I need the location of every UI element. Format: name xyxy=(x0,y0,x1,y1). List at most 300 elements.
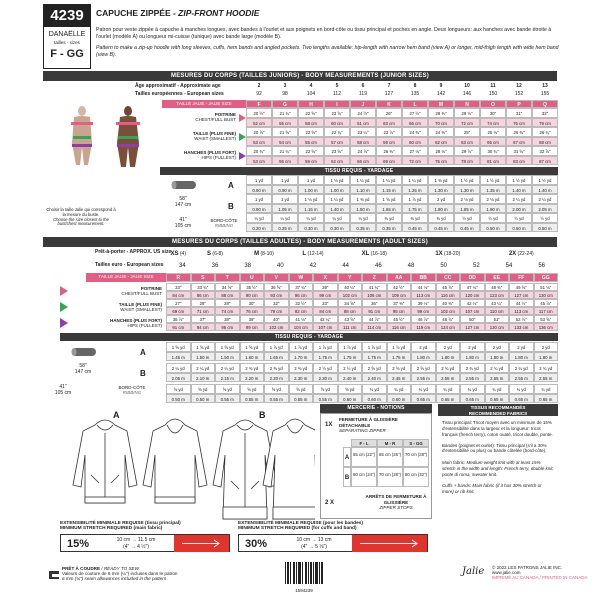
jr-yard-cell: ¼ yd xyxy=(272,213,298,223)
ad-yard-m-cell: 0.65 m xyxy=(436,394,461,403)
size-note xyxy=(45,208,117,227)
illus-label-a: A xyxy=(113,410,120,420)
ad-in-cell: 43 ¼" xyxy=(485,299,510,307)
jr-in-cell: 22 ¾" xyxy=(324,127,350,137)
jr-row-label-en: WAIST (SMALLEST) xyxy=(194,136,236,142)
jr-cm-cell: 54 cm xyxy=(272,137,298,146)
ad-yard-m-cell: 2.05 m xyxy=(166,373,191,382)
jr-yard-m-cell: 0.20 m xyxy=(246,223,272,232)
jr-yard-m-cell: 0.90 m xyxy=(246,185,272,194)
stretch-main-pct: 15% xyxy=(67,538,90,550)
ad-yard-m-cell: 1.80 m xyxy=(460,352,485,361)
juniors-rib-width xyxy=(168,218,198,229)
ad-yard-cell: 2 yd xyxy=(485,342,510,352)
juniors-letters-label: TAILLE JALIE - JALIE SIZE xyxy=(162,100,246,108)
jr-cm-cell: 75 cm xyxy=(428,156,454,165)
zip-col-header: S - GG xyxy=(403,439,429,447)
adults-rtw-row xyxy=(166,248,558,260)
jr-cm-cell: 53 cm xyxy=(246,137,272,146)
jr-yard-m-cell: 0.45 m xyxy=(428,223,454,232)
jr-yard-cell: 1 yd xyxy=(272,175,298,185)
jr-yard-cell: 1 ½ yd xyxy=(506,175,532,185)
ad-yard-m-cell: 1.75 m xyxy=(338,352,363,361)
adults-rib-label xyxy=(112,386,152,396)
jr-euro-cell: 92 xyxy=(256,91,262,97)
jr-cm-cell: 76 cm xyxy=(506,118,532,127)
juniors-rib-label xyxy=(205,219,243,229)
jr-yard-m-cell: 1.05 m xyxy=(272,204,298,213)
ad-in-cell: 36 ⅝" xyxy=(264,283,289,291)
jr-yard-m-cell: 1.80 m xyxy=(428,204,454,213)
ad-cm-cell: 124 cm xyxy=(436,323,461,331)
jr-yard-m-cell: 1.35 m xyxy=(480,185,506,194)
ad-cm-cell: 99 cm xyxy=(411,307,436,315)
ad-in-cell: 48 ⅜" xyxy=(485,283,510,291)
jr-cm-cell: 61 cm xyxy=(350,118,376,127)
jr-cm-cell: 72 cm xyxy=(402,156,428,165)
jr-cm-cell: 53 cm xyxy=(246,156,272,165)
ad-yard-m-cell: 2.40 m xyxy=(338,373,363,382)
ad-letter-cell: W xyxy=(289,273,314,282)
ad-yard-m-cell: 2.55 m xyxy=(485,373,510,382)
ad-width-cm: 147 cm xyxy=(74,368,92,375)
ad-rib-in: 41" xyxy=(59,384,67,390)
jr-yard-m-cell: 0.50 m xyxy=(506,223,532,232)
jr-euro-cell: 98 xyxy=(282,91,288,97)
ad-cm-cell: 99 cm xyxy=(240,323,265,331)
ad-euro-cell: 48 xyxy=(407,263,415,269)
zip-title xyxy=(339,417,429,434)
ad-yard-m-cell: 2.20 m xyxy=(240,373,265,382)
ad-cm-cell: 76 cm xyxy=(240,307,265,315)
adults-rib-width xyxy=(48,385,78,396)
copyright-block xyxy=(492,566,588,581)
model-name: DANAËLLE xyxy=(48,31,86,38)
jr-cm-cell: 55 cm xyxy=(298,137,324,146)
ad-euro-cell: 34 xyxy=(178,263,186,269)
ad-yard-cell: ¾ yd xyxy=(509,384,534,394)
jr-yard-cell: 2 ⅛ yd xyxy=(480,194,506,204)
jr-euro-cell: 127 xyxy=(384,91,394,97)
s1-in: (4" → 4 ½") xyxy=(123,543,149,550)
ad-euro-cell: 54 xyxy=(505,263,513,269)
jr-yard-m-cell: 1.40 m xyxy=(324,204,350,213)
jr-in-cell: 23 ¼" xyxy=(350,127,376,137)
jr-yard-cell: ⅜ yd xyxy=(428,213,454,223)
jr-yard-cell: ½ yd xyxy=(532,213,558,223)
jr-cm-cell: 58 cm xyxy=(298,118,324,127)
ad-yard-cell: ¾ yd xyxy=(485,384,510,394)
ad-cm-cell: 130 cm xyxy=(534,291,559,299)
jr-in-cell: 30 ¾" xyxy=(480,146,506,156)
jr-cm-cell: 55 cm xyxy=(272,118,298,127)
ad-rib-cm: 105 cm xyxy=(54,389,72,396)
ad-rtw-sub: (18-20) xyxy=(442,251,461,257)
ad-in-cell: 38" xyxy=(215,315,240,323)
ad-rtw-label: M xyxy=(254,251,260,257)
ad-in-cell: 35 ½" xyxy=(240,283,265,291)
jr-yard-cell: 1 ¼ yd xyxy=(376,175,402,185)
zip-length-cell: 60 cm (24") xyxy=(351,467,377,487)
fabrics-bands-en: Cuffs + bands: Main fabric (if it has 30% stretch or more) or rib knit. xyxy=(442,482,542,494)
zip-col-header: M - R xyxy=(377,439,403,447)
ad-yard-cell: 2 ¾ yd xyxy=(436,363,461,373)
ad-yard-cell: ⅝ yd xyxy=(313,384,338,394)
adults-view-a: A xyxy=(140,348,146,357)
jr-euro-cell: 155 xyxy=(540,91,550,97)
jr-yard-cell: 1 ¼ yd xyxy=(324,194,350,204)
fabrics-title xyxy=(438,404,558,416)
ad-cm-cell: 82 cm xyxy=(289,307,314,315)
ad-letter-cell: Z xyxy=(362,273,387,282)
seam-en: 6 mm (¼") seam allowances included in the pattern xyxy=(62,576,167,582)
ad-cm-cell: 91 cm xyxy=(362,307,387,315)
jr-age-cell: 4 xyxy=(309,83,313,89)
ad-yard-m-cell: 1.80 m xyxy=(411,352,436,361)
jr-width-cm: 147 cm xyxy=(174,201,192,208)
jr-row-label-en: HIPS (FULLEST) xyxy=(201,155,236,161)
ad-letter-cell: CC xyxy=(436,273,461,282)
jr-row-label xyxy=(160,146,246,165)
ad-yard-m-cell: 1.80 m xyxy=(485,352,510,361)
jr-row-label-fr: POITRINE xyxy=(214,112,236,117)
juniors-fabric-icon xyxy=(170,178,198,190)
ad-in-cell: 34 ⅝" xyxy=(215,283,240,291)
jr-yard-m-cell: 1.15 m xyxy=(376,185,402,194)
ad-cm-cell: 130 cm xyxy=(485,323,510,331)
jr-age-cell: 3 xyxy=(283,83,287,89)
jr-cm-cell: 70 cm xyxy=(428,118,454,127)
jr-rib-cm: 105 cm xyxy=(174,222,192,229)
juniors-age-label: Âge approximatif - Approximate age xyxy=(135,83,221,89)
ad-euro-cell: 50 xyxy=(440,263,447,269)
jr-in-cell: 25 ⅛" xyxy=(480,127,506,137)
jr-row-marker-icon xyxy=(239,152,246,160)
ad-in-cell: 42 ⅛" xyxy=(460,299,485,307)
fabrics-box xyxy=(438,416,558,562)
ad-yard-m-cell: 0.55 m xyxy=(240,394,265,403)
stop-en: ZIPPER STOPS xyxy=(379,505,413,510)
jr-yard-cell: 1 yd xyxy=(272,194,298,204)
jr-in-cell: 32" xyxy=(532,108,558,118)
ad-yard-cell: 2 ⅜ yd xyxy=(289,363,314,373)
ad-cm-cell: 113 cm xyxy=(411,291,436,299)
barcode xyxy=(284,562,324,592)
size-note-fr: Choisir la taille Jalie qui correspond à la mesure du buste. xyxy=(46,207,116,217)
stretch-main-arrow-icon xyxy=(174,535,229,552)
ad-euro-cell: 40 xyxy=(276,263,284,269)
stretch-main-en: MINIMUM STRETCH REQUIRED (main fabric) xyxy=(60,526,163,532)
juniors-fabric-width xyxy=(168,197,198,208)
jr-yard-m-cell: 1.85 m xyxy=(454,204,480,213)
ad-letter-cell: X xyxy=(313,273,338,282)
ad-rtw-cell xyxy=(411,248,485,260)
ad-cm-cell: 119 cm xyxy=(411,323,436,331)
ad-yard-m-cell: 0.55 m xyxy=(264,394,289,403)
jr-yard-cell: ½ yd xyxy=(454,213,480,223)
ad-in-cell: 48 ⅞" xyxy=(436,315,461,323)
jr-in-cell: 28 ⅛" xyxy=(428,146,454,156)
jr-yard-m-cell: 1.65 m xyxy=(376,204,402,213)
ad-cm-cell: 116 cm xyxy=(436,291,461,299)
jr-in-cell: 25" xyxy=(454,127,480,137)
ad-in-cell: 51" xyxy=(485,315,510,323)
fabrics-title-en: RECOMMENDED FABRICS xyxy=(468,410,528,416)
jr-cm-cell: 79 cm xyxy=(532,118,558,127)
jr-letter-cell: Q xyxy=(532,100,558,108)
jr-yard-cell: 1 ⅜ yd xyxy=(350,194,376,204)
ad-cm-cell: 136 cm xyxy=(534,323,559,331)
jr-cm-cell: 63 cm xyxy=(454,137,480,146)
ad-cm-cell: 114 cm xyxy=(362,323,387,331)
ad-cm-cell: 113 cm xyxy=(509,307,534,315)
ad-cm-cell: 117 cm xyxy=(534,307,559,315)
jr-in-cell: 21 ¾" xyxy=(272,146,298,156)
ad-rtw-label: S xyxy=(207,251,212,257)
ad-in-cell: 41 ¾" xyxy=(362,283,387,291)
ad-rtw-sub: (6-8) xyxy=(211,251,223,257)
ad-yard-m-cell: 2.55 m xyxy=(534,373,559,382)
juniors-yardage-title: TISSU REQUIS - YARDAGE xyxy=(160,167,558,175)
jr-in-cell: 23 ⅝" xyxy=(324,146,350,156)
ad-in-cell: 47 ¼" xyxy=(460,283,485,291)
jr-cm-cell: 66 cm xyxy=(350,156,376,165)
barcode-number: 1594239 xyxy=(295,588,313,593)
jr-cm-cell: 78 cm xyxy=(454,156,480,165)
ad-letter-cell: U xyxy=(240,273,265,282)
ad-letter-cell: Y xyxy=(338,273,363,282)
adults-title: MESURES DU CORPS (TAILLES ADULTES) - BODY MEASUREMENTS (ADULT SIZES) xyxy=(43,237,557,247)
jr-age-cell: 12 xyxy=(516,83,522,89)
model-box xyxy=(43,26,91,69)
zip-length-cell: 65 cm (26") xyxy=(377,447,403,467)
jr-age-cell: 11 xyxy=(490,83,496,89)
ad-letter-cell: S xyxy=(191,273,216,282)
ad-yard-m-cell: 2.30 m xyxy=(313,373,338,382)
ad-rtw-cell xyxy=(485,248,559,260)
ad-in-cell: 45 ⅞" xyxy=(436,283,461,291)
jr-yard-cell: 1 yd xyxy=(246,194,272,204)
jr-euro-cell: 135 xyxy=(410,91,420,97)
jr-in-cell: 30" xyxy=(480,108,506,118)
jr-row-label-fr: TAILLE (PLUS FINE) xyxy=(192,131,236,136)
ad-row-label-en: CHEST/FULL BUST xyxy=(121,291,162,297)
jr-yard-m-cell: 0.90 m xyxy=(246,204,272,213)
stretch-bands-pct: 30% xyxy=(245,538,268,550)
jr-in-cell: 21 ¾" xyxy=(272,108,298,118)
ad-in-cell: 43 ⅝" xyxy=(338,315,363,323)
ad-in-cell: 44 ⅞" xyxy=(362,315,387,323)
ad-in-cell: 34 ⅝" xyxy=(338,299,363,307)
stretch-main-fr: EXTENSIBILITÉ MINIMALE REQUISE (tissu principal) xyxy=(60,521,181,526)
jr-cm-cell: 60 cm xyxy=(402,137,428,146)
jr-yard-m-cell: 1.00 m xyxy=(324,185,350,194)
ad-yard-m-cell: 1.75 m xyxy=(313,352,338,361)
jr-in-cell: 28 ⅜" xyxy=(428,108,454,118)
jr-letter-cell: O xyxy=(480,100,506,108)
ad-yard-m-cell: 0.65 m xyxy=(534,394,559,403)
jr-yard-m-cell: 0.30 m xyxy=(298,223,324,232)
ad-yard-cell: 2 ¼ yd xyxy=(191,363,216,373)
ad-rib-label-en: RIBBING xyxy=(122,389,142,395)
ad-rtw-sub: (16-18) xyxy=(369,251,387,257)
ad-yard-m-cell: 2.55 m xyxy=(460,373,485,382)
jr-yard-cell: 1 ⅛ yd xyxy=(298,194,324,204)
ad-yard-m-cell: 0.65 m xyxy=(485,394,510,403)
ad-in-cell: 45 ⅞" xyxy=(534,299,559,307)
jr-yard-m-cell: 1.40 m xyxy=(532,185,558,194)
jr-in-cell: 21 ⅝" xyxy=(272,127,298,137)
jr-in-cell: 27 ⅛" xyxy=(402,146,428,156)
jr-cm-cell: 65 cm xyxy=(480,137,506,146)
jr-rib-label-en: RIBBING xyxy=(214,222,234,228)
stop-fr: ARRÊTS DE FERMETURE À GLISSIÈRE xyxy=(365,494,427,505)
ad-cm-cell: 90 cm xyxy=(240,291,265,299)
ad-rtw-sub: (8-10) xyxy=(259,251,274,257)
ad-yard-cell: 2 ½ yd xyxy=(338,363,363,373)
jr-row-label-fr: HANCHES (PLUS FORT) xyxy=(184,150,236,155)
ad-yard-cell: 1 ⅞ yd xyxy=(387,342,412,352)
jr-age-cell: 2 xyxy=(257,83,261,89)
ad-cm-cell: 102 cm xyxy=(436,307,461,315)
adults-letters-label: TAILLE JALIE - JALIE SIZE xyxy=(86,273,166,282)
ad-in-cell: 42 ½" xyxy=(387,283,412,291)
ad-in-cell: 40" xyxy=(264,315,289,323)
ad-in-cell: 28" xyxy=(191,299,216,307)
jr-yard-m-cell: 0.90 m xyxy=(272,185,298,194)
jr-yard-cell: 1 ½ yd xyxy=(480,175,506,185)
ad-in-cell: 39" xyxy=(313,283,338,291)
jr-yard-cell: ¼ yd xyxy=(324,213,350,223)
ad-yard-cell: ⅝ yd xyxy=(289,384,314,394)
ad-in-cell: 46 ⅞" xyxy=(411,315,436,323)
ad-yard-m-cell: 2.45 m xyxy=(387,373,412,382)
jr-age-cell: 9 xyxy=(439,83,443,89)
jr-in-cell: 24 ⅞" xyxy=(350,146,376,156)
jr-yard-cell: 1 ⅜ yd xyxy=(428,175,454,185)
ad-yard-m-cell: 1.80 m xyxy=(436,352,461,361)
ad-rtw-label: XS xyxy=(170,251,179,257)
zip-en: SEPARATING ZIPPER xyxy=(339,428,386,433)
notions-box xyxy=(320,413,432,519)
ad-row-marker-icon xyxy=(60,318,68,328)
jr-letter-cell: L xyxy=(402,100,428,108)
ad-letter-cell: FF xyxy=(509,273,534,282)
jr-cm-cell: 63 cm xyxy=(376,118,402,127)
ad-letter-cell: DD xyxy=(460,273,485,282)
hoodie-illustrations xyxy=(55,415,315,525)
jr-yard-m-cell: 0.35 m xyxy=(376,223,402,232)
pattern-title xyxy=(96,9,259,18)
jr-euro-cell: 150 xyxy=(488,91,498,97)
jr-in-cell: 23 ⅞" xyxy=(376,127,402,137)
ad-yard-m-cell: 0.50 m xyxy=(166,394,191,403)
ad-yard-cell: 1 ⅞ yd xyxy=(264,342,289,352)
ad-yard-cell: ¾ yd xyxy=(411,384,436,394)
jr-yard-m-cell: 0.45 m xyxy=(454,223,480,232)
jr-letter-cell: I xyxy=(324,100,350,108)
size-range: F - GG xyxy=(50,47,84,60)
ad-row-marker-icon xyxy=(60,286,68,296)
zip-length-cell: 55 cm (22") xyxy=(351,447,377,467)
ad-cm-cell: 102 cm xyxy=(264,323,289,331)
ad-yard-cell: 1 ⅞ yd xyxy=(338,342,363,352)
ad-yard-m-cell: 2.15 m xyxy=(215,373,240,382)
ad-euro-cell: 42 xyxy=(309,263,317,269)
zip-view-cell: A xyxy=(343,447,351,467)
ad-yard-cell: 2 yd xyxy=(436,342,461,352)
jr-age-cell: 7 xyxy=(387,83,391,89)
ad-cm-cell: 84 cm xyxy=(166,291,191,299)
ready-fr: PRÊT À COUDRE xyxy=(62,566,101,571)
jr-in-cell: 20 ¾" xyxy=(246,146,272,156)
ad-yard-m-cell: 1.50 m xyxy=(215,352,240,361)
jr-yard-cell: 2 ¼ yd xyxy=(532,194,558,204)
ad-yard-cell: 2 yd xyxy=(534,342,559,352)
ad-cm-cell: 96 cm xyxy=(215,323,240,331)
ad-yard-m-cell: 2.55 m xyxy=(411,373,436,382)
ad-yard-m-cell: 2.55 m xyxy=(436,373,461,382)
jr-yard-m-cell: 1.75 m xyxy=(402,204,428,213)
ad-yard-cell: 2 ½ yd xyxy=(313,363,338,373)
ad-in-cell: 50" xyxy=(460,315,485,323)
jr-euro-cell: 119 xyxy=(359,91,367,97)
stretch-main-measure xyxy=(101,537,171,550)
ad-cm-cell: 106 cm xyxy=(362,291,387,299)
jr-yard-cell: 1 ¼ yd xyxy=(350,175,376,185)
jalie-logo: Jalie xyxy=(462,566,485,577)
ad-in-cell: 39 ⅛" xyxy=(411,299,436,307)
jr-in-cell: 29 ⅛" xyxy=(454,108,480,118)
ad-cm-cell: 88 cm xyxy=(215,291,240,299)
ad-euro-cell: 56 xyxy=(538,263,545,269)
jr-yard-cell: ⅜ yd xyxy=(376,213,402,223)
jr-cm-cell: 72 cm xyxy=(454,118,480,127)
ad-in-cell: 40 ⅜" xyxy=(436,299,461,307)
jr-yard-m-cell: 2.00 m xyxy=(506,204,532,213)
jr-yard-cell: 1 ½ yd xyxy=(532,175,558,185)
ad-cm-cell: 99 cm xyxy=(313,291,338,299)
ad-in-cell: 51 ⅛" xyxy=(534,283,559,291)
jr-yard-m-cell: 0.50 m xyxy=(532,223,558,232)
jr-yard-cell: ½ yd xyxy=(480,213,506,223)
ad-in-cell: 30" xyxy=(240,299,265,307)
ad-cm-cell: 102 cm xyxy=(338,291,363,299)
jr-letter-cell: K xyxy=(376,100,402,108)
jr-yard-m-cell: 1.30 m xyxy=(454,185,480,194)
jr-in-cell: 23 ⅝" xyxy=(324,108,350,118)
jr-cm-cell: 57 cm xyxy=(324,137,350,146)
jr-in-cell: 22 ⅝" xyxy=(298,108,324,118)
juniors-grid xyxy=(246,82,558,232)
title-en: - ZIP-FRONT HOODIE xyxy=(170,8,260,18)
hoodie-a-back-icon xyxy=(143,419,207,503)
ad-in-cell: 40 ¼" xyxy=(338,283,363,291)
ad-in-cell: 53 ⅝" xyxy=(534,315,559,323)
jr-cm-cell: 68 cm xyxy=(532,137,558,146)
s2-in: (4" → 5 ⅛") xyxy=(301,543,327,550)
jr-cm-cell: 58 cm xyxy=(350,137,376,146)
title-fr: CAPUCHE ZIPPÉE xyxy=(96,8,171,18)
jr-cm-cell: 55 cm xyxy=(272,156,298,165)
zip-qty: 1X xyxy=(325,422,333,428)
ad-in-cell: 28" xyxy=(215,299,240,307)
ad-rtw-cell xyxy=(166,248,191,260)
jr-rib-label-fr: BORD-CÔTE xyxy=(210,218,238,223)
ad-row-label-en: HIPS (FULLEST) xyxy=(127,323,162,329)
jr-euro-cell: 152 xyxy=(514,91,524,97)
jr-yard-m-cell: 0.45 m xyxy=(402,223,428,232)
